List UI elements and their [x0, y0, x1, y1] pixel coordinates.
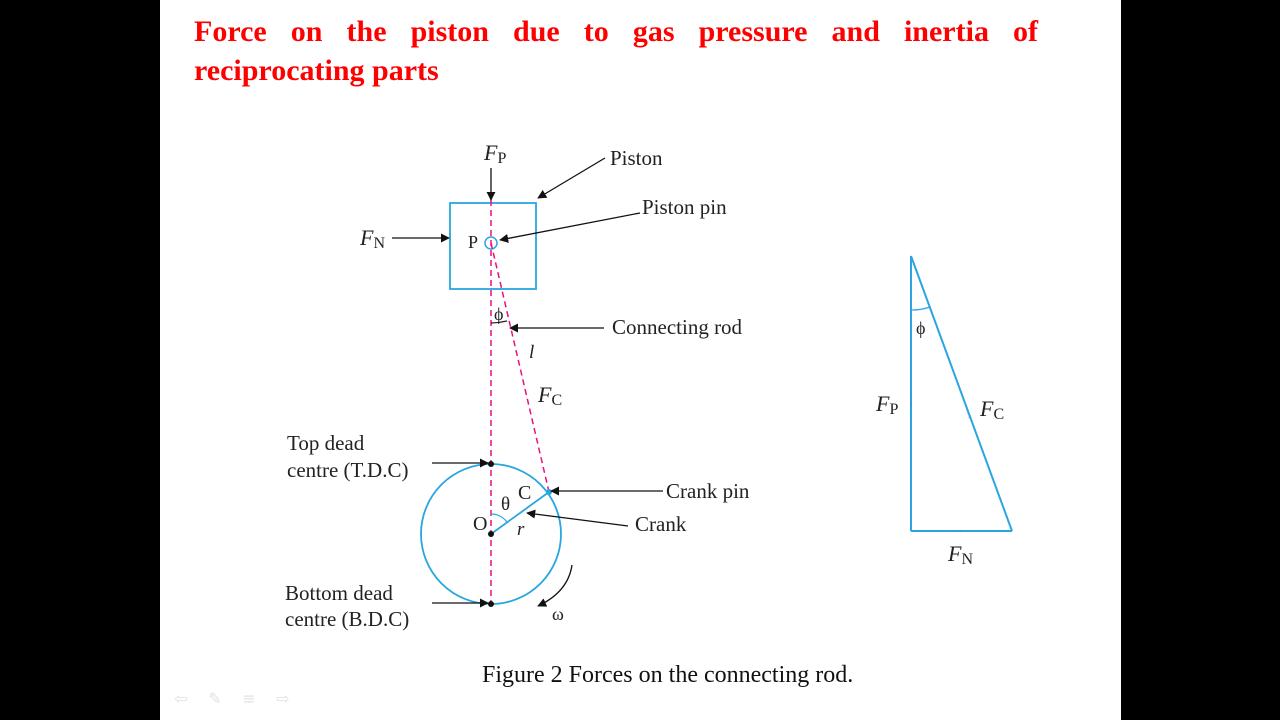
- bdc-label-line1: Bottom dead: [285, 581, 393, 605]
- menu-icon[interactable]: ≡: [242, 688, 256, 708]
- piston-pin-leader: [500, 213, 640, 240]
- crank-leader: [527, 513, 628, 526]
- crank-label: Crank: [635, 512, 687, 536]
- point-p-label: P: [468, 232, 479, 252]
- triangle-fp-label: FP: [876, 391, 899, 418]
- bdc-label-line2: centre (B.D.C): [285, 607, 410, 631]
- fp-label: FP: [484, 140, 507, 167]
- back-arrow-icon[interactable]: ⇦: [174, 688, 188, 708]
- forward-arrow-icon[interactable]: ⇨: [276, 688, 290, 708]
- tdc-label-line1: Top dead: [287, 431, 365, 455]
- piston-block: [450, 203, 536, 289]
- slideshow-controls: [170, 690, 294, 706]
- fn-label: FN: [360, 225, 386, 252]
- point-o-label: O: [473, 513, 488, 535]
- crank-pin-dot: [546, 489, 552, 495]
- point-c-label: C: [518, 482, 532, 504]
- connecting-rod-diagram: [160, 0, 1121, 720]
- triangle-fn-label: FN: [948, 541, 974, 568]
- force-triangle: [911, 256, 1012, 531]
- omega-arrow: [538, 565, 572, 606]
- fc-label: FC: [538, 382, 563, 409]
- tdc-label-line2: centre (T.D.C): [287, 458, 409, 482]
- omega-label: ω: [552, 604, 564, 624]
- theta-arc: [491, 514, 507, 522]
- rod-length-label: l: [529, 342, 535, 363]
- pen-icon[interactable]: ✎: [208, 688, 222, 708]
- connecting-rod-label: Connecting rod: [612, 315, 743, 339]
- slide-title: Force on the piston due to gas pressure and inertia of reciprocating parts: [194, 15, 1038, 87]
- tdc-dot: [488, 461, 494, 467]
- triangle-phi-label: ϕ: [916, 318, 926, 338]
- slide: [160, 0, 1121, 720]
- triangle-fc-side: [911, 256, 1012, 531]
- phi-label: ϕ: [494, 304, 504, 324]
- centre-o-dot: [488, 531, 494, 537]
- fc-arrow: [524, 385, 528, 403]
- crank-radius-label: r: [517, 519, 525, 540]
- crank-pin-label: Crank pin: [666, 479, 750, 503]
- piston-pin-label: Piston pin: [642, 195, 727, 219]
- triangle-phi-arc: [911, 307, 930, 310]
- piston-label: Piston: [610, 146, 663, 170]
- bdc-dot: [488, 601, 494, 607]
- piston-leader: [538, 158, 605, 198]
- theta-label: θ: [501, 494, 511, 515]
- figure-caption: Figure 2 Forces on the connecting rod.: [482, 662, 854, 688]
- triangle-fc-label: FC: [980, 396, 1005, 423]
- connecting-rod-line: [491, 243, 549, 492]
